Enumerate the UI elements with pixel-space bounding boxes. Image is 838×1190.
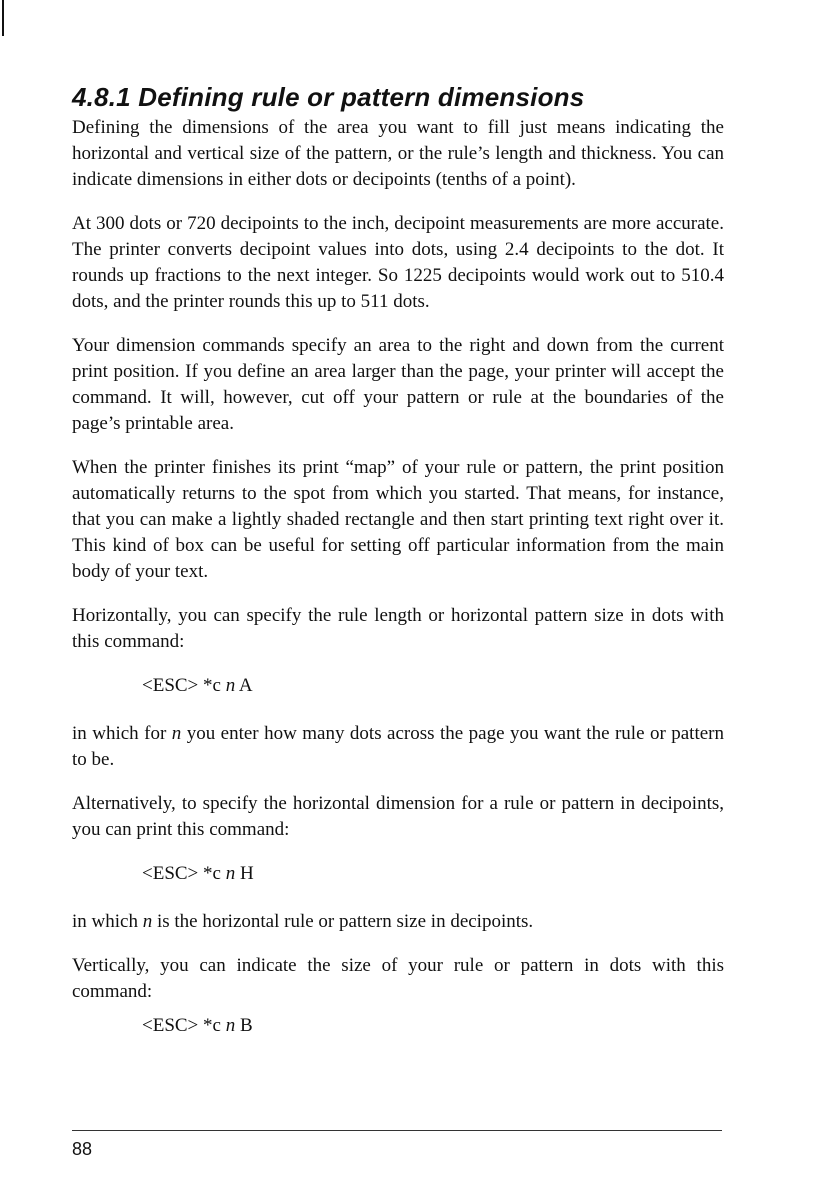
command-prefix: <ESC> *c — [142, 1015, 221, 1036]
command-prefix: <ESC> *c — [142, 675, 221, 696]
document-page — [72, 82, 724, 1039]
paragraph-print-position: When the printer finishes its print “map” of your rule or pattern, the print position automatically returns to the spot from which you started. That means, for instance, that you can make a lightly shaded rectangle and then start printing text right over it. This kind of box can be useful for setting off particular information from the main body of your text. — [72, 457, 724, 582]
command-variable: n — [225, 675, 236, 696]
paragraph-horizontal-decipoints-explain: in which n is the horizontal rule or pattern size in decipoints. — [72, 911, 534, 932]
page-edge-mark — [2, 0, 4, 36]
command-horizontal-decipoints — [142, 861, 724, 887]
paragraph-decipoint-accuracy: At 300 dots or 720 decipoints to the inch, decipoint measurements are more accurate. The printer converts decipoint values into dots, using 2.4 decipoints to the dot. It rounds up fractions to the next integer. So 1225 decipoints would work out to 510.4 dots, and the printer rounds this up to 511 dots. — [72, 213, 724, 312]
command-variable: n — [225, 1015, 236, 1036]
section-heading: 4.8.1 Defining rule or pattern dimensions — [72, 82, 585, 112]
command-prefix: <ESC> *c — [142, 863, 221, 884]
paragraph-area-direction: Your dimension commands specify an area to the right and down from the current print position. If you define an area larger than the page, your printer will accept the command. It will, however, cut off your pattern or rule at the boundaries of the page’s printable area. — [72, 335, 724, 434]
command-suffix: H — [239, 863, 254, 884]
paragraph-horizontal-dots-explain: in which for n you enter how many dots across the page you want the rule or pattern to be. — [72, 723, 724, 770]
variable-n: n — [171, 723, 182, 744]
footer-divider — [72, 1130, 722, 1131]
paragraph-vertical-dots: Vertically, you can indicate the size of your rule or pattern in dots with this command: — [72, 955, 724, 1002]
paragraph-horizontal-decipoints: Alternatively, to specify the horizontal dimension for a rule or pattern in decipoints, you can print this command: — [72, 793, 724, 840]
command-vertical-dots — [142, 1013, 724, 1039]
paragraph-horizontal-dots: Horizontally, you can specify the rule length or horizontal pattern size in dots with this command: — [72, 605, 724, 652]
paragraph-dimensions-intro: Defining the dimensions of the area you want to fill just means indicating the horizontal and vertical size of the pattern, or the rule’s length and thickness. You can indicate dimensions in either dots or decipoints (tenths of a point). — [72, 117, 724, 190]
command-horizontal-dots — [142, 673, 724, 699]
variable-n: n — [142, 911, 153, 932]
page-number: 88 — [72, 1139, 93, 1159]
command-suffix: B — [239, 1015, 253, 1036]
command-variable: n — [225, 863, 236, 884]
command-suffix: A — [238, 675, 253, 696]
